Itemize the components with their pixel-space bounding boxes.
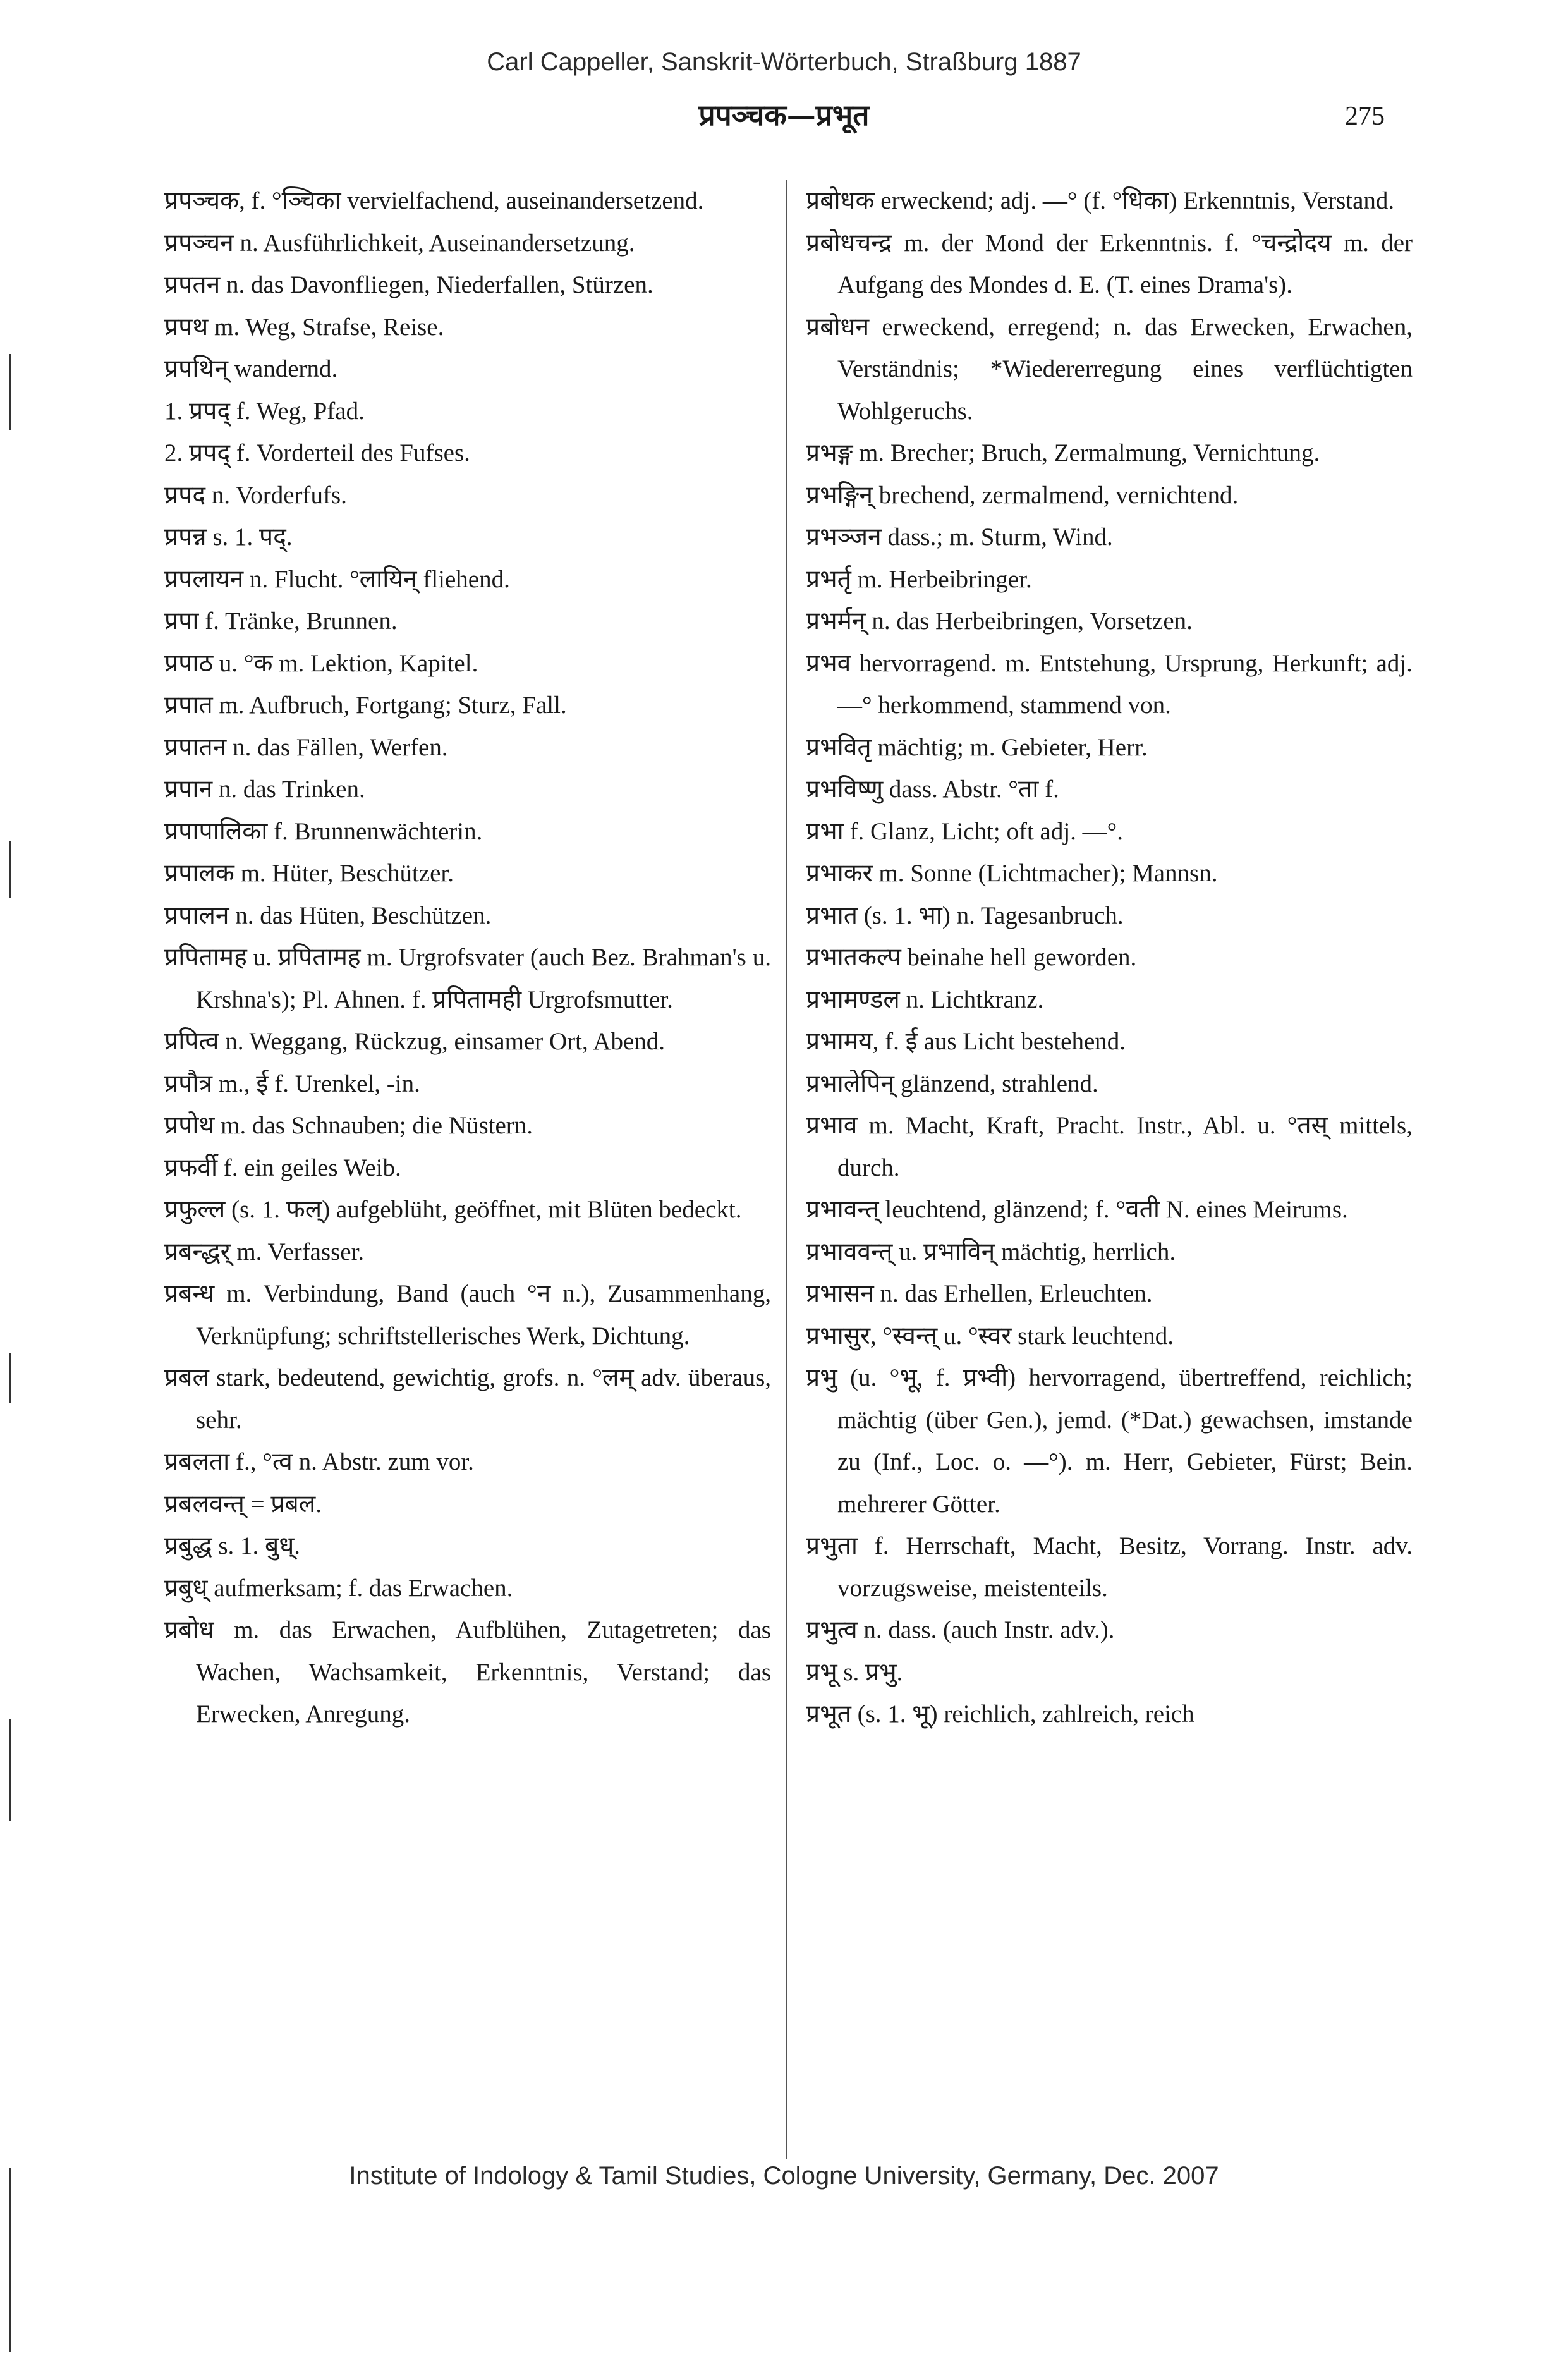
- dictionary-entry: प्रपथिन् wandernd.: [164, 355, 338, 382]
- left-column: [164, 180, 771, 1736]
- dictionary-entry: प्रपित्व n. Weggang, Rückzug, einsamer Ort, Abend.: [164, 1028, 665, 1055]
- dictionary-entry: प्रभु (u. °भू, f. प्रभ्वी) hervorragend, übertreffend, reichlich; mächtig (über Gen.), jemd. (*Dat.) gewachsen, imstande zu (Inf., Loc. o. —°). m. Herr, Gebieter, Fürst; Bein. mehrerer Götter.: [806, 1364, 1413, 1518]
- dictionary-entry: प्रबलता f., °त्व n. Abstr. zum vor.: [164, 1448, 474, 1475]
- dictionary-entry: प्रपातन n. das Fällen, Werfen.: [164, 733, 448, 761]
- right-column: [806, 180, 1413, 1736]
- dictionary-entry: प्रभङ्ग m. Brecher; Bruch, Zermalmung, Vernichtung.: [806, 439, 1320, 467]
- dictionary-entry: प्रपथ m. Weg, Strafse, Reise.: [164, 313, 444, 341]
- dictionary-entry: 1. प्रपद् f. Weg, Pfad.: [164, 397, 365, 425]
- institution-footer: Institute of Indology & Tamil Studies, Cologne University, Germany, Dec. 2007: [349, 2162, 1219, 2190]
- dictionary-entry: प्रफुल्ल (s. 1. फल्) aufgeblüht, geöffnet, mit Blüten bedeckt.: [164, 1196, 742, 1223]
- column-divider: [786, 180, 787, 2159]
- dictionary-entry: प्रपञ्चक, f. °ञ्चिका vervielfachend, auseinandersetzend.: [164, 187, 704, 214]
- dictionary-entry: प्रबन्ध m. Verbindung, Band (auch °न n.), Zusammenhang, Verknüpfung; schriftstellerisches Werk, Dichtung.: [164, 1280, 771, 1350]
- dictionary-entry: प्रबोध m. das Erwachen, Aufblühen, Zutagetreten; das Wachen, Wachsamkeit, Erkenntnis, Verstand; das Erwecken, Anregung.: [164, 1616, 771, 1728]
- dictionary-entry: प्रपितामह u. प्रपितामह m. Urgrofsvater (auch Bez. Brahman's u. Krshna's); Pl. Ahnen. f. प्रपितामही Urgrofsmutter.: [164, 944, 771, 1013]
- dictionary-entry: प्रबुध् aufmerksam; f. das Erwachen.: [164, 1574, 513, 1602]
- dictionary-entry: प्रबुद्ध s. 1. बुध्.: [164, 1532, 301, 1559]
- source-citation: Carl Cappeller, Sanskrit-Wörterbuch, Straßburg 1887: [487, 48, 1081, 76]
- dictionary-entry: प्रपतन n. das Davonfliegen, Niederfallen, Stürzen.: [164, 271, 653, 298]
- dictionary-entry: प्रपञ्चन n. Ausführlichkeit, Auseinandersetzung.: [164, 229, 635, 257]
- dictionary-entry: प्रबन्द्धर् m. Verfasser.: [164, 1238, 365, 1266]
- dictionary-entry: प्रभात (s. 1. भा) n. Tagesanbruch.: [806, 901, 1124, 929]
- dictionary-entry: प्रपौत्र m., ई f. Urenkel, -in.: [164, 1070, 420, 1097]
- dictionary-entry: प्रबल stark, bedeutend, gewichtig, grofs. n. °लम् adv. überaus, sehr.: [164, 1364, 771, 1434]
- scan-edge-mark: [9, 2168, 11, 2352]
- dictionary-entry: प्रबोधक erweckend; adj. —° (f. °धिका) Erkenntnis, Verstand.: [806, 187, 1395, 214]
- dictionary-entry: प्रभामण्डल n. Lichtkranz.: [806, 985, 1044, 1013]
- dictionary-entry: प्रपालक m. Hüter, Beschützer.: [164, 860, 454, 887]
- dictionary-entry: प्रपापालिका f. Brunnenwächterin.: [164, 817, 483, 845]
- scan-edge-mark: [9, 354, 11, 430]
- dictionary-entry: प्रभू s. प्रभु.: [806, 1658, 903, 1686]
- dictionary-entry: प्रभविष्णु dass. Abstr. °ता f.: [806, 776, 1059, 803]
- dictionary-entry: प्रभासुर, °स्वन्त् u. °स्वर stark leuchtend.: [806, 1322, 1174, 1350]
- dictionary-entry: प्रभा f. Glanz, Licht; oft adj. —°.: [806, 817, 1124, 845]
- running-head: प्रपञ्चक—प्रभूत: [698, 98, 870, 132]
- dictionary-entry: प्रपा f. Tränke, Brunnen.: [164, 607, 398, 635]
- dictionary-entry: प्रभामय, f. ई aus Licht bestehend.: [806, 1028, 1126, 1055]
- dictionary-entry: प्रभङ्गिन् brechend, zermalmend, vernichtend.: [806, 481, 1239, 509]
- dictionary-entry: प्रपालन n. das Hüten, Beschützen.: [164, 901, 492, 929]
- scan-edge-mark: [9, 1719, 11, 1821]
- dictionary-entry: प्रपलायन n. Flucht. °लायिन् fliehend.: [164, 565, 510, 593]
- dictionary-entry: प्रभर्तृ m. Herbeibringer.: [806, 565, 1032, 593]
- dictionary-entry: 2. प्रपद् f. Vorderteil des Fufses.: [164, 439, 470, 467]
- dictionary-entry: प्रभवितृ mächtig; m. Gebieter, Herr.: [806, 733, 1148, 761]
- dictionary-entry: प्रभालेपिन् glänzend, strahlend.: [806, 1070, 1098, 1097]
- dictionary-entry: प्रपाठ u. °क m. Lektion, Kapitel.: [164, 649, 478, 677]
- dictionary-entry: प्रभव hervorragend. m. Entstehung, Ursprung, Herkunft; adj.—° herkommend, stammend von.: [806, 649, 1413, 719]
- dictionary-entry: प्रभाकर m. Sonne (Lichtmacher); Mannsn.: [806, 860, 1218, 887]
- dictionary-entry: प्रभाव m. Macht, Kraft, Pracht. Instr., Abl. u. °तस् mittels, durch.: [806, 1112, 1413, 1181]
- page-number: 275: [1345, 102, 1385, 131]
- dictionary-entry: प्रबोधचन्द्र m. der Mond der Erkenntnis. f. °चन्द्रोदय m. der Aufgang des Mondes d. E. (T. eines Drama's).: [806, 229, 1413, 298]
- dictionary-entry: प्रपन्न s. 1. पद्.: [164, 523, 293, 551]
- dictionary-entry: प्रपात m. Aufbruch, Fortgang; Sturz, Fall.: [164, 692, 567, 719]
- dictionary-entry: प्रबलवन्त् = प्रबल.: [164, 1490, 322, 1518]
- dictionary-entry: प्रभातकल्प beinahe hell geworden.: [806, 944, 1137, 971]
- dictionary-entry: प्रपोथ m. das Schnauben; die Nüstern.: [164, 1112, 533, 1139]
- dictionary-entry: प्रभर्मन् n. das Herbeibringen, Vorsetzen.: [806, 607, 1193, 635]
- dictionary-entry: प्रभाववन्त् u. प्रभाविन् mächtig, herrlich.: [806, 1238, 1176, 1266]
- scan-edge-mark: [9, 1353, 11, 1403]
- dictionary-entry: प्रपान n. das Trinken.: [164, 776, 365, 803]
- dictionary-entry: प्रभञ्जन dass.; m. Sturm, Wind.: [806, 523, 1113, 551]
- dictionary-entry: प्रभूत (s. 1. भू) reichlich, zahlreich, reich: [806, 1700, 1194, 1728]
- dictionary-entry: प्रभासन n. das Erhellen, Erleuchten.: [806, 1280, 1153, 1307]
- dictionary-entry: प्रफर्वी f. ein geiles Weib.: [164, 1154, 401, 1181]
- dictionary-entry: प्रबोधन erweckend, erregend; n. das Erwecken, Erwachen, Verständnis; *Wiedererregung eines verflüchtigten Wohlgeruchs.: [806, 313, 1413, 425]
- scan-edge-mark: [9, 841, 11, 898]
- dictionary-entry: प्रभुत्व n. dass. (auch Instr. adv.).: [806, 1616, 1115, 1644]
- dictionary-entry: प्रभुता f. Herrschaft, Macht, Besitz, Vorrang. Instr. adv. vorzugsweise, meistenteils.: [806, 1532, 1413, 1602]
- dictionary-entry: प्रभावन्त् leuchtend, glänzend; f. °वती N. eines Meirums.: [806, 1196, 1348, 1223]
- dictionary-entry: प्रपद n. Vorderfufs.: [164, 481, 347, 509]
